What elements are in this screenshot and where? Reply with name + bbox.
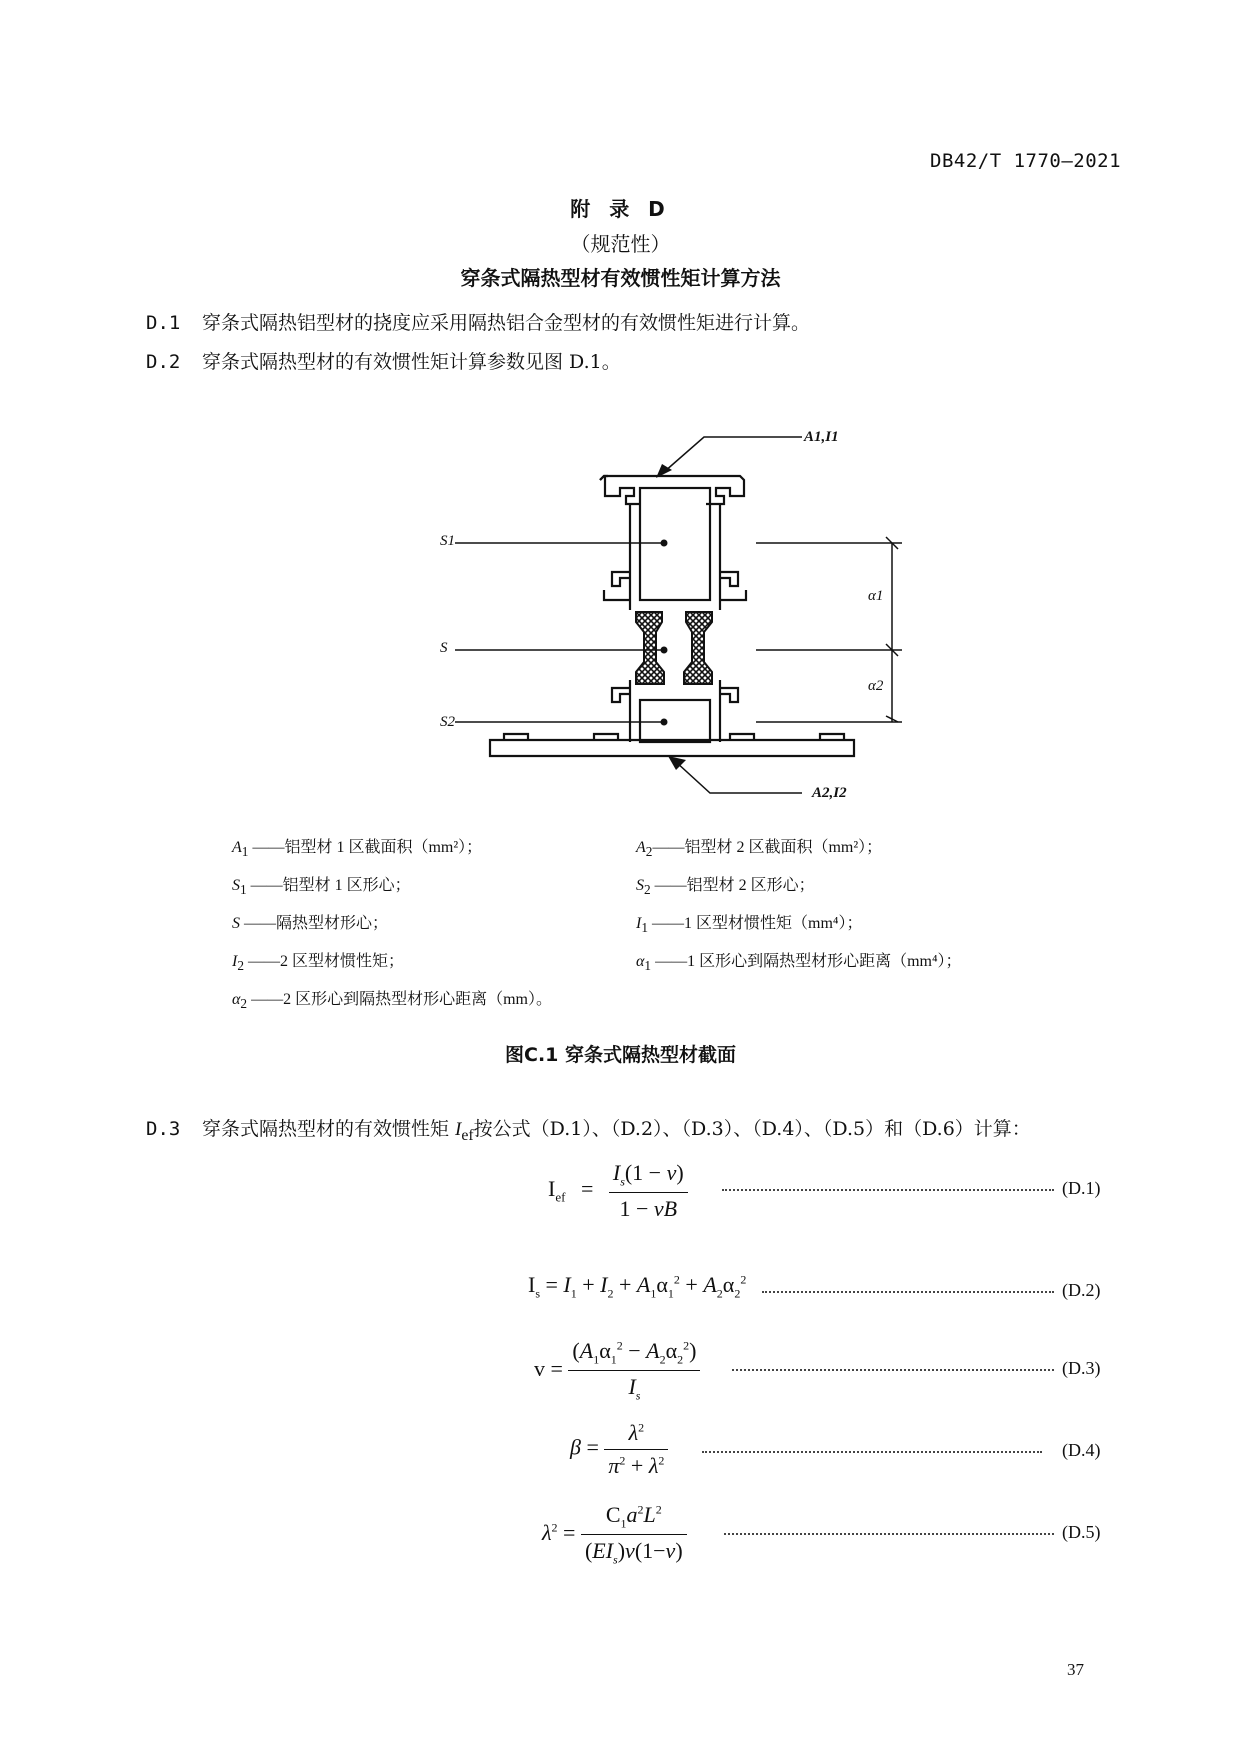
legend-alpha2: $\alpha_2$ ——2 区形心到隔热型材形心距离（mm）。 <box>232 991 552 1012</box>
legend-a1: $A_1$ ——铝型材 1 区截面积（mm²）； <box>232 839 483 860</box>
page-number: 37 <box>1067 1660 1084 1679</box>
clause-d3: D.3 穿条式隔热型材的有效惯性矩 $I_{ef}$按公式（D.1）、（D.2）、（D.3）、（D.4）、（D.5）和（D.6）计算： <box>146 1118 1031 1144</box>
equation-leader <box>724 1533 1054 1535</box>
equation-d4: β = $\frac{\lambda^2}{\pi^2 + \lambda^2}$ <box>570 1420 668 1479</box>
legend-i1: $I_1$ ——1 区型材惯性矩（mm⁴）； <box>636 915 863 936</box>
equation-leader <box>722 1189 1054 1191</box>
label-s1: S1 <box>440 533 455 549</box>
equation-d1: $I_{ef}$ = $\frac{I_s(1 - v)}{1 - vB}$ <box>548 1160 688 1222</box>
equation-d5: $\lambda^2$ = $\frac{C_1a^2L^2}{(EI_s)v(1-v)}$ <box>542 1502 687 1568</box>
equation-d2: $I_s = I_1 + I_2 + A_1\alpha_1^2 + A_2\alpha_2^2$ <box>528 1272 747 1301</box>
profile-outline <box>490 476 854 756</box>
clause-number: D.2 <box>146 351 181 373</box>
legend-a2: $A_2——$铝型材 2 区截面积（mm²）； <box>636 839 883 860</box>
legend-s: S ——隔热型材形心； <box>232 915 389 932</box>
figure-caption: 图C.1 穿条式隔热型材截面 <box>505 1044 736 1066</box>
appendix-nature: （规范性） <box>570 232 671 256</box>
equation-leader <box>702 1451 1042 1453</box>
label-alpha1: α1 <box>868 588 884 604</box>
legend-s2: $S_2$ ——铝型材 2 区形心； <box>636 877 815 898</box>
clause-d2 <box>146 347 621 374</box>
equation-leader <box>732 1369 1054 1371</box>
equation-d3: v = $\frac{(A_1\alpha_1^2 - A_2\alpha_2^2)}{I_s}$ <box>534 1338 700 1404</box>
clause-text: 穿条式隔热型材的有效惯性矩计算参数见图 D.1。 <box>202 351 621 373</box>
legend-alpha1: $\alpha_1$ ——1 区形心到隔热型材形心距离（mm⁴）； <box>636 953 962 974</box>
clause-number: D.1 <box>146 312 181 334</box>
equation-leader <box>762 1291 1054 1293</box>
insulating-strip-left <box>636 612 664 684</box>
clause-text: 穿条式隔热铝型材的挠度应采用隔热铝合金型材的有效惯性矩进行计算。 <box>202 312 811 334</box>
insulating-strip-right <box>684 612 712 684</box>
label-s2: S2 <box>440 714 455 730</box>
clause-number: D.3 <box>146 1118 181 1140</box>
equation-number: (D.3) <box>1062 1358 1101 1378</box>
equation-number: (D.1) <box>1062 1178 1101 1198</box>
cross-section-figure <box>420 415 884 815</box>
equation-number: (D.5) <box>1062 1522 1101 1542</box>
equation-number: (D.2) <box>1062 1280 1101 1300</box>
label-a2-i2: A2,I2 <box>812 785 847 801</box>
label-s: S <box>440 640 448 656</box>
equation-number: (D.4) <box>1062 1440 1101 1460</box>
appendix-title: 附 录 D <box>570 197 671 221</box>
legend-s1: $S_1$ ——铝型材 1 区形心； <box>232 877 411 898</box>
label-alpha2: α2 <box>868 678 884 694</box>
legend-i2: $I_2$ ——2 区型材惯性矩； <box>232 953 405 974</box>
clause-d1 <box>146 308 810 335</box>
standard-code: DB42/T 1770—2021 <box>930 150 1122 172</box>
appendix-subtitle: 穿条式隔热型材有效惯性矩计算方法 <box>460 266 781 290</box>
label-a1-i1: A1,I1 <box>804 429 839 445</box>
